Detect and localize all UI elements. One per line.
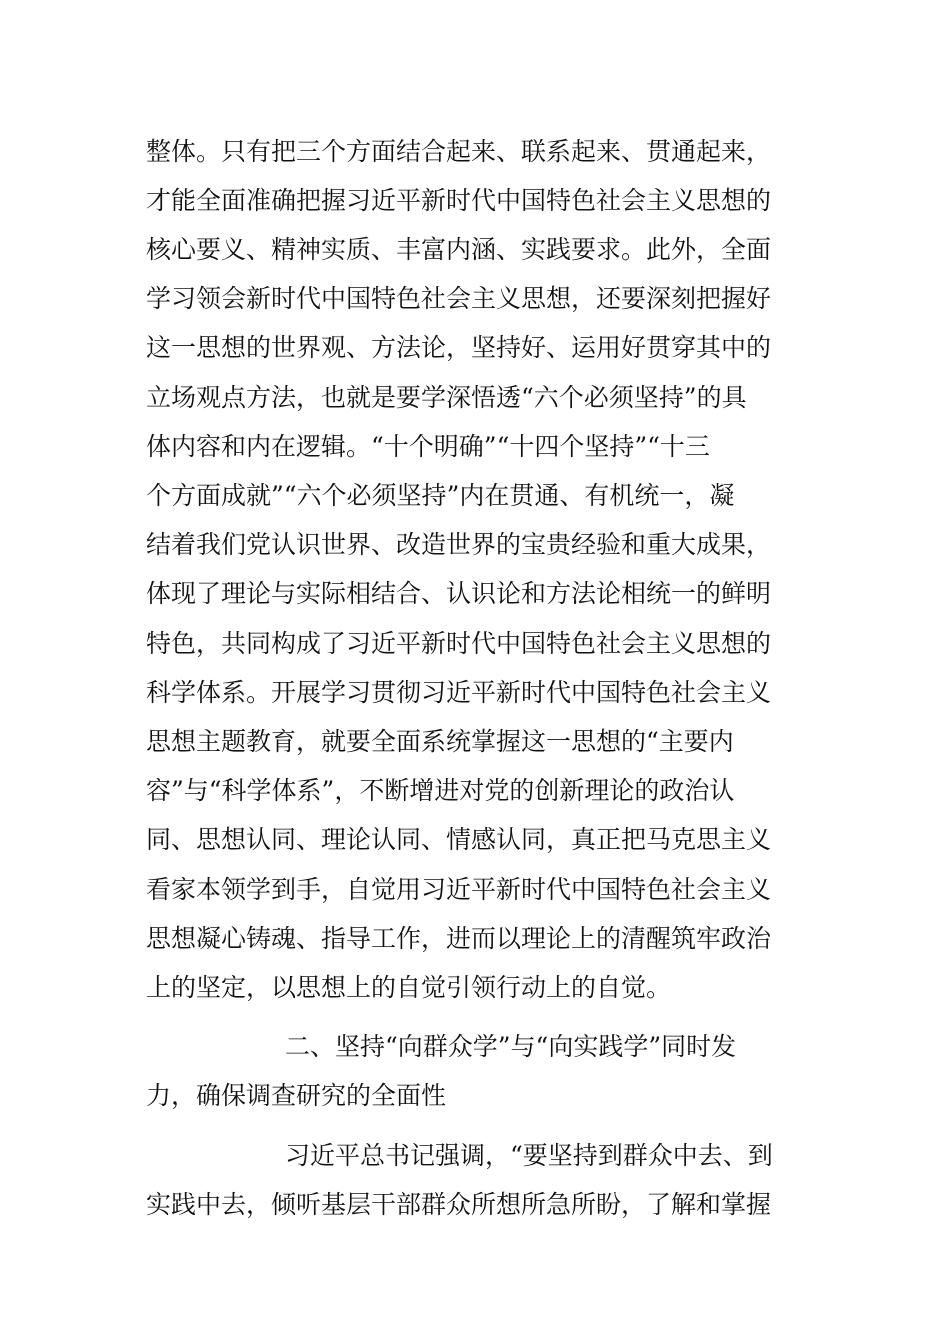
body-line-10: 体现了理论与实际相结合、认识论和方法论相统一的鲜明 [146,579,772,608]
body-line-12: 科学体系。开展学习贯彻习近平新时代中国特色社会主义 [146,678,772,707]
body-line-9: 结着我们党认识世界、改造世界的宝贵经验和重大成果， [146,530,772,559]
body-line-2: 才能全面准确把握习近平新时代中国特色社会主义思想的 [146,186,772,215]
body-line-8: 个方面成就”“六个必须坚持”内在贯通、有机统一，凝 [146,481,735,510]
body-line-14: 容”与“科学体系”，不断增进对党的创新理论的政治认 [146,776,735,805]
body-line-6: 立场观点方法，也就是要学深悟透“六个必须坚持”的具 [146,383,747,412]
body-line-4: 学习领会新时代中国特色社会主义思想，还要深刻把握好 [146,284,772,313]
body-line-1: 整体。只有把三个方面结合起来、联系起来、贯通起来， [146,137,772,166]
section-heading-line-2: 力，确保调查研究的全面性 [146,1081,447,1110]
body-line-7: 体内容和内在逻辑。“十个明确”“十四个坚持”“十三 [146,432,710,461]
body-line-18: 上的坚定，以思想上的自觉引领行动上的自觉。 [146,973,672,1002]
para2-line-2: 实践中去，倾听基层干部群众所想所急所盼，了解和掌握 [146,1190,772,1219]
body-line-15: 同、思想认同、理论认同、情感认同，真正把马克思主义 [146,825,772,854]
body-line-13: 思想主题教育，就要全面系统掌握这一思想的“主要内 [146,727,734,756]
body-line-11: 特色，共同构成了习近平新时代中国特色社会主义思想的 [146,629,772,658]
section-heading-line-1: 二、坚持“向群众学”与“向实践学”同时发 [285,1032,737,1061]
body-line-17: 思想凝心铸魂、指导工作，进而以理论上的清醒筑牢政治 [146,924,772,953]
body-line-16: 看家本领学到手，自觉用习近平新时代中国特色社会主义 [146,875,772,904]
body-line-3: 核心要义、精神实质、丰富内涵、实践要求。此外，全面 [146,235,772,264]
body-line-5: 这一思想的世界观、方法论，坚持好、运用好贯穿其中的 [146,333,772,362]
para2-line-1: 习近平总书记强调，“要坚持到群众中去、到 [285,1141,773,1170]
